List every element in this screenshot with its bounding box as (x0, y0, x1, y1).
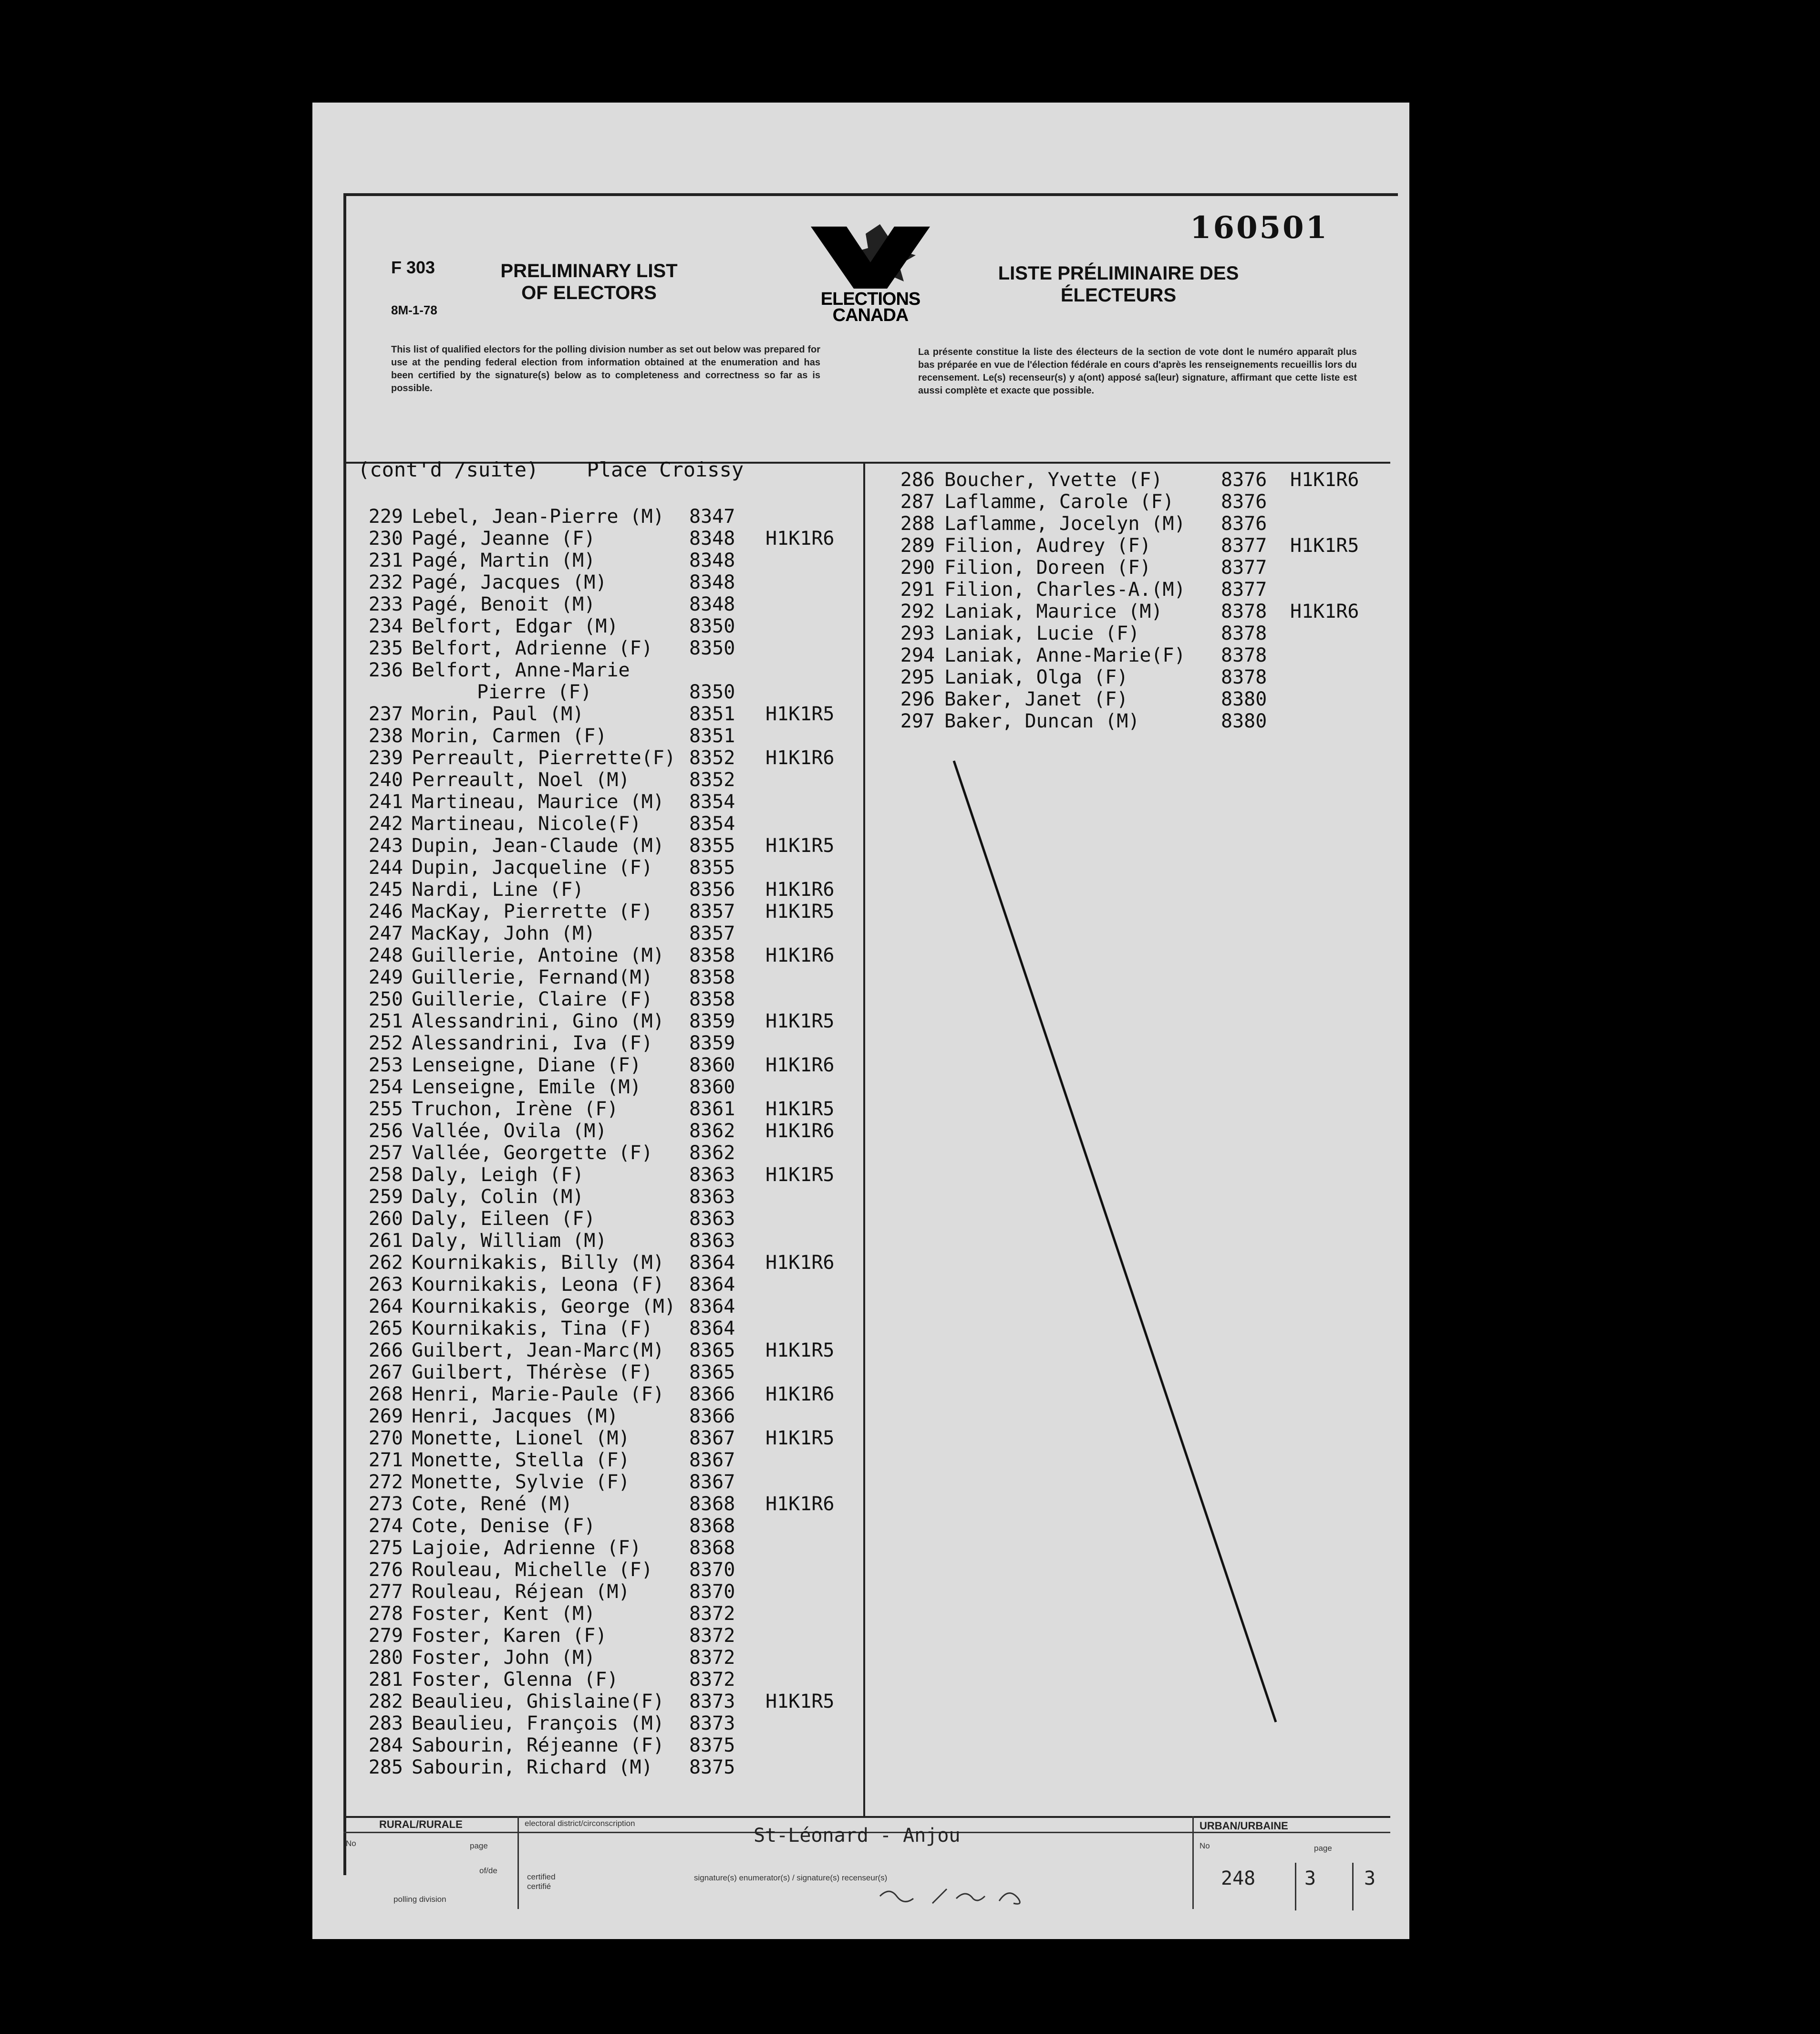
elector-number: 266 (368, 1339, 403, 1361)
elector-address-number: 8378 (1221, 666, 1267, 688)
elector-number: 289 (900, 535, 935, 557)
elector-number: 286 (900, 469, 935, 491)
elector-name: Daly, Eileen (F) (412, 1208, 596, 1230)
elector-number: 285 (368, 1756, 403, 1778)
elector-name: Foster, Glenna (F) (412, 1669, 619, 1691)
elector-name: Foster, John (M) (412, 1647, 596, 1669)
elector-name: Guilbert, Thérèse (F) (412, 1361, 653, 1383)
elector-number: 295 (900, 666, 935, 688)
elector-number: 245 (368, 879, 403, 901)
elector-number: 276 (368, 1559, 403, 1581)
elector-address-number: 8377 (1221, 535, 1267, 557)
elector-number: 271 (368, 1449, 403, 1471)
section-heading: (cont'd /suite) Place Croissy (358, 458, 744, 481)
intro-text-french: La présente constitue la liste des électeurs de la section de vote dont le numéro apparaît plus bas préparée en vue de l'élection fédérale en cours d'après les renseignements recueillis lors du recensement. Le(s) recenseur(s) y a(ont) apposé sa(leur) signature, affirmant que cette liste est aussi complète et exacte que possible. (918, 347, 1357, 396)
elector-name: Guillerie, Fernand(M) (412, 966, 653, 988)
elector-address-number: 8363 (689, 1208, 735, 1230)
elector-postal-code: H1K1R6 (765, 944, 835, 966)
elector-number: 279 (368, 1625, 403, 1647)
elector-number: 238 (368, 725, 403, 747)
title-french: LISTE PRÉLIMINAIRE DES ÉLECTEURS (998, 263, 1239, 306)
elector-address-number: 8380 (1221, 710, 1267, 732)
document-sheet (312, 103, 1409, 1939)
elector-name: Belfort, Adrienne (F) (412, 637, 653, 659)
divider-bottom (343, 1816, 1390, 1818)
elector-number: 239 (368, 747, 403, 769)
elector-number: 258 (368, 1164, 403, 1186)
elector-name: Baker, Janet (F) (944, 688, 1128, 710)
elector-number: 293 (900, 623, 935, 644)
elector-number: 253 (368, 1054, 403, 1076)
elector-address-number: 8378 (1221, 601, 1267, 623)
elector-name: Morin, Carmen (F) (412, 725, 607, 747)
elector-address-number: 8348 (689, 593, 735, 615)
elector-address-number: 8367 (689, 1427, 735, 1449)
elector-name: Laniak, Anne-Marie(F) (944, 644, 1186, 666)
elector-number: 287 (900, 491, 935, 513)
elector-address-number: 8368 (689, 1515, 735, 1537)
elector-name: Foster, Karen (F) (412, 1625, 607, 1647)
elector-postal-code: H1K1R6 (765, 1120, 835, 1142)
elector-number: 288 (900, 513, 935, 535)
elector-number: 277 (368, 1581, 403, 1603)
elector-number: 233 (368, 593, 403, 615)
elector-address-number: 8361 (689, 1098, 735, 1120)
elector-number: 290 (900, 557, 935, 579)
elector-name: Rouleau, Réjean (M) (412, 1581, 630, 1603)
elector-number: 257 (368, 1142, 403, 1164)
urban-page-label: page (1314, 1844, 1332, 1853)
footer-divider-2 (1192, 1816, 1194, 1909)
elector-address-number: 8357 (689, 923, 735, 944)
elector-number: 231 (368, 550, 403, 571)
elector-name: MacKay, Pierrette (F) (412, 901, 653, 923)
elector-postal-code: H1K1R5 (765, 1691, 835, 1712)
title-english: PRELIMINARY LIST OF ELECTORS (500, 260, 678, 303)
urban-label: URBAN/URBAINE (1200, 1820, 1288, 1832)
elector-address-number: 8377 (1221, 557, 1267, 579)
elector-name: Dupin, Jean-Claude (M) (412, 835, 664, 857)
form-date: 8M-1-78 (391, 303, 437, 317)
form-code: F 303 (391, 258, 435, 277)
elector-name: Daly, William (M) (412, 1230, 607, 1252)
elector-address-number: 8363 (689, 1164, 735, 1186)
elector-number: 252 (368, 1032, 403, 1054)
elector-address-number: 8350 (689, 615, 735, 637)
elector-postal-code: H1K1R6 (765, 1252, 835, 1274)
footer-divider-4 (1352, 1863, 1354, 1910)
elector-name: Perreault, Pierrette(F) (412, 747, 676, 769)
elector-address-number: 8365 (689, 1339, 735, 1361)
elector-name: Kournikakis, Billy (M) (412, 1252, 664, 1274)
elector-number: 294 (900, 644, 935, 666)
elector-name: Alessandrini, Gino (M) (412, 1010, 664, 1032)
urban-page-total: 3 (1364, 1868, 1376, 1889)
elector-address-number: 8373 (689, 1691, 735, 1712)
elector-address-number: 8375 (689, 1734, 735, 1756)
footer-divider-1 (517, 1816, 519, 1909)
elector-name: Kournikakis, Leona (F) (412, 1274, 664, 1296)
rural-page-label: page (470, 1841, 488, 1850)
elector-name: Henri, Jacques (M) (412, 1405, 619, 1427)
elector-address-number: 8351 (689, 725, 735, 747)
elector-name: Baker, Duncan (M) (944, 710, 1140, 732)
elector-number: 241 (368, 791, 403, 813)
elector-number: 264 (368, 1296, 403, 1318)
elector-number: 232 (368, 571, 403, 593)
certified-label: certified certifié (527, 1872, 556, 1891)
elector-name: Lajoie, Adrienne (F) (412, 1537, 641, 1559)
elector-address-number: 8376 (1221, 513, 1267, 535)
elector-name: Cote, Denise (F) (412, 1515, 596, 1537)
elector-name: MacKay, John (M) (412, 923, 596, 944)
polling-division-label: polling division (393, 1895, 446, 1904)
elector-number: 249 (368, 966, 403, 988)
elector-number: 250 (368, 988, 403, 1010)
elector-name: Kournikakis, Tina (F) (412, 1318, 653, 1339)
elector-address-number: 8376 (1221, 491, 1267, 513)
elector-address-number: 8367 (689, 1471, 735, 1493)
elector-name: Laniak, Olga (F) (944, 666, 1128, 688)
elector-number: 280 (368, 1647, 403, 1669)
elector-name: Daly, Colin (M) (412, 1186, 584, 1208)
elector-name: Pagé, Jeanne (F) (412, 528, 596, 550)
elector-name: Henri, Marie-Paule (F) (412, 1383, 664, 1405)
elector-address-number: 8360 (689, 1076, 735, 1098)
rural-label: RURAL/RURALE (379, 1818, 463, 1830)
serial-number: 160501 (1190, 210, 1329, 246)
elector-address-number: 8375 (689, 1756, 735, 1778)
elector-address-number: 8352 (689, 769, 735, 791)
elector-name: Rouleau, Michelle (F) (412, 1559, 653, 1581)
elector-number: 251 (368, 1010, 403, 1032)
elector-number: 235 (368, 637, 403, 659)
elector-name: Lebel, Jean-Pierre (M) (412, 506, 664, 528)
elector-address-number: 8372 (689, 1647, 735, 1669)
logo-text: ELECTIONS CANADA (820, 289, 920, 325)
elector-address-number: 8351 (689, 703, 735, 725)
elector-postal-code: H1K1R5 (765, 1010, 835, 1032)
elector-number: 255 (368, 1098, 403, 1120)
elector-number: 275 (368, 1537, 403, 1559)
elector-number: 256 (368, 1120, 403, 1142)
elector-name: Boucher, Yvette (F) (944, 469, 1163, 491)
elector-number: 248 (368, 944, 403, 966)
elector-name: Filion, Charles-A.(M) (944, 579, 1186, 601)
elector-number: 229 (368, 506, 403, 528)
elector-address-number: 8359 (689, 1032, 735, 1054)
elector-number: 244 (368, 857, 403, 879)
elector-name: Pagé, Jacques (M) (412, 571, 607, 593)
elector-name: Alessandrini, Iva (F) (412, 1032, 653, 1054)
elector-postal-code: H1K1R5 (765, 835, 835, 857)
elector-name: Sabourin, Richard (M) (412, 1756, 653, 1778)
elector-name: Laflamme, Jocelyn (M) (944, 513, 1186, 535)
elector-number: 234 (368, 615, 403, 637)
elector-address-number: 8364 (689, 1252, 735, 1274)
elector-name: Martineau, Nicole(F) (412, 813, 641, 835)
elector-name: Beaulieu, Ghislaine(F) (412, 1691, 664, 1712)
elector-name: Martineau, Maurice (M) (412, 791, 664, 813)
elector-number: 272 (368, 1471, 403, 1493)
elector-postal-code: H1K1R6 (765, 1383, 835, 1405)
elector-number: 265 (368, 1318, 403, 1339)
elector-address-number: 8366 (689, 1383, 735, 1405)
elector-name: Guillerie, Antoine (M) (412, 944, 664, 966)
elector-address-number: 8372 (689, 1625, 735, 1647)
elector-address-number: 8368 (689, 1493, 735, 1515)
elector-name-continued: Pierre (F) (477, 681, 592, 703)
elector-number: 273 (368, 1493, 403, 1515)
elector-name: Morin, Paul (M) (412, 703, 584, 725)
elector-number: 278 (368, 1603, 403, 1625)
elector-postal-code: H1K1R6 (765, 1054, 835, 1076)
signature-label: signature(s) enumerator(s) / signature(s) recenseur(s) (694, 1873, 888, 1882)
district-value: St-Léonard - Anjou (754, 1825, 961, 1847)
rural-no-label: No (346, 1839, 356, 1848)
elector-address-number: 8359 (689, 1010, 735, 1032)
elector-address-number: 8366 (689, 1405, 735, 1427)
elector-number: 291 (900, 579, 935, 601)
elector-number: 284 (368, 1734, 403, 1756)
elector-postal-code: H1K1R6 (765, 879, 835, 901)
elector-address-number: 8363 (689, 1230, 735, 1252)
urban-division-number: 248 (1221, 1868, 1256, 1889)
elector-address-number: 8360 (689, 1054, 735, 1076)
elector-postal-code: H1K1R5 (765, 1098, 835, 1120)
elector-address-number: 8370 (689, 1581, 735, 1603)
elector-name: Guillerie, Claire (F) (412, 988, 653, 1010)
elector-number: 270 (368, 1427, 403, 1449)
elector-name: Filion, Doreen (F) (944, 557, 1151, 579)
elector-address-number: 8348 (689, 571, 735, 593)
elector-postal-code: H1K1R5 (765, 901, 835, 923)
elector-address-number: 8363 (689, 1186, 735, 1208)
elector-address-number: 8352 (689, 747, 735, 769)
elector-name: Truchon, Irène (F) (412, 1098, 619, 1120)
elector-postal-code: H1K1R5 (765, 1427, 835, 1449)
elector-number: 230 (368, 528, 403, 550)
elector-number: 269 (368, 1405, 403, 1427)
elector-address-number: 8347 (689, 506, 735, 528)
elector-address-number: 8372 (689, 1603, 735, 1625)
elector-name: Belfort, Anne-Marie (412, 659, 630, 681)
elector-address-number: 8358 (689, 966, 735, 988)
elector-number: 283 (368, 1712, 403, 1734)
elector-postal-code: H1K1R6 (765, 528, 835, 550)
elector-address-number: 8350 (689, 637, 735, 659)
elector-name: Monette, Stella (F) (412, 1449, 630, 1471)
elector-name: Sabourin, Réjeanne (F) (412, 1734, 664, 1756)
elector-address-number: 8355 (689, 857, 735, 879)
elector-name: Lenseigne, Diane (F) (412, 1054, 641, 1076)
elector-address-number: 8368 (689, 1537, 735, 1559)
elector-name: Beaulieu, François (M) (412, 1712, 664, 1734)
elector-name: Kournikakis, George (M) (412, 1296, 676, 1318)
elector-name: Filion, Audrey (F) (944, 535, 1151, 557)
elector-name: Lenseigne, Emile (M) (412, 1076, 641, 1098)
elector-name: Daly, Leigh (F) (412, 1164, 584, 1186)
elector-postal-code: H1K1R6 (1290, 469, 1359, 491)
elector-address-number: 8362 (689, 1120, 735, 1142)
elector-address-number: 8357 (689, 901, 735, 923)
elector-address-number: 8376 (1221, 469, 1267, 491)
elector-number: 263 (368, 1274, 403, 1296)
district-label: electoral district/circonscription (525, 1819, 635, 1828)
elector-name: Laniak, Lucie (F) (944, 623, 1140, 644)
elector-number: 261 (368, 1230, 403, 1252)
elector-name: Nardi, Line (F) (412, 879, 584, 901)
elector-postal-code: H1K1R5 (765, 1164, 835, 1186)
elector-address-number: 8367 (689, 1449, 735, 1471)
elector-postal-code: H1K1R6 (765, 747, 835, 769)
elector-number: 262 (368, 1252, 403, 1274)
urban-no-label: No (1200, 1841, 1210, 1850)
elector-address-number: 8350 (689, 681, 735, 703)
elector-number: 268 (368, 1383, 403, 1405)
elector-number: 292 (900, 601, 935, 623)
elector-number: 254 (368, 1076, 403, 1098)
elector-name: Perreault, Noel (M) (412, 769, 630, 791)
elector-address-number: 8358 (689, 944, 735, 966)
rural-of-label: of/de (479, 1866, 497, 1875)
elector-address-number: 8348 (689, 528, 735, 550)
footer-divider-3 (1295, 1863, 1296, 1910)
elector-number: 237 (368, 703, 403, 725)
elector-number: 242 (368, 813, 403, 835)
elector-address-number: 8370 (689, 1559, 735, 1581)
elector-number: 281 (368, 1669, 403, 1691)
elector-number: 246 (368, 901, 403, 923)
elector-name: Vallée, Georgette (F) (412, 1142, 653, 1164)
elector-number: 259 (368, 1186, 403, 1208)
elector-name: Guilbert, Jean-Marc(M) (412, 1339, 664, 1361)
elector-address-number: 8377 (1221, 579, 1267, 601)
elector-postal-code: H1K1R6 (1290, 601, 1359, 623)
elector-address-number: 8356 (689, 879, 735, 901)
elector-name: Dupin, Jacqueline (F) (412, 857, 653, 879)
elector-number: 296 (900, 688, 935, 710)
elector-number: 247 (368, 923, 403, 944)
elector-address-number: 8364 (689, 1318, 735, 1339)
elector-number: 243 (368, 835, 403, 857)
elector-number: 297 (900, 710, 935, 732)
elector-number: 274 (368, 1515, 403, 1537)
elector-name: Monette, Sylvie (F) (412, 1471, 630, 1493)
elector-address-number: 8380 (1221, 688, 1267, 710)
divider-middle (863, 464, 865, 1816)
elector-address-number: 8354 (689, 791, 735, 813)
elector-postal-code: H1K1R5 (765, 703, 835, 725)
enumerator-signature (875, 1882, 1056, 1910)
elector-postal-code: H1K1R5 (765, 1339, 835, 1361)
elector-address-number: 8348 (689, 550, 735, 571)
elector-address-number: 8378 (1221, 644, 1267, 666)
elector-address-number: 8364 (689, 1274, 735, 1296)
urban-page-number: 3 (1304, 1868, 1316, 1889)
intro-text-english: This list of qualified electors for the polling division number as set out below was prepared for use at the pending federal election from information obtained at the enumeration and has been certified by the signature(s) below as to completeness and correctness so far as is possible. (391, 344, 820, 394)
elector-name: Monette, Lionel (M) (412, 1427, 630, 1449)
elector-address-number: 8358 (689, 988, 735, 1010)
elector-name: Belfort, Edgar (M) (412, 615, 619, 637)
elector-postal-code: H1K1R5 (1290, 535, 1359, 557)
elector-address-number: 8378 (1221, 623, 1267, 644)
elector-address-number: 8365 (689, 1361, 735, 1383)
elector-number: 260 (368, 1208, 403, 1230)
elector-name: Laniak, Maurice (M) (944, 601, 1163, 623)
elector-name: Pagé, Martin (M) (412, 550, 596, 571)
elector-name: Vallée, Ovila (M) (412, 1120, 607, 1142)
elector-address-number: 8373 (689, 1712, 735, 1734)
elector-number: 267 (368, 1361, 403, 1383)
elector-postal-code: H1K1R6 (765, 1493, 835, 1515)
elector-name: Laflamme, Carole (F) (944, 491, 1174, 513)
elector-name: Pagé, Benoit (M) (412, 593, 596, 615)
elector-address-number: 8354 (689, 813, 735, 835)
elector-name: Cote, René (M) (412, 1493, 573, 1515)
elector-address-number: 8362 (689, 1142, 735, 1164)
elector-number: 282 (368, 1691, 403, 1712)
elector-number: 236 (368, 659, 403, 681)
elector-address-number: 8364 (689, 1296, 735, 1318)
elector-address-number: 8372 (689, 1669, 735, 1691)
elector-name: Foster, Kent (M) (412, 1603, 596, 1625)
elector-number: 240 (368, 769, 403, 791)
elector-address-number: 8355 (689, 835, 735, 857)
